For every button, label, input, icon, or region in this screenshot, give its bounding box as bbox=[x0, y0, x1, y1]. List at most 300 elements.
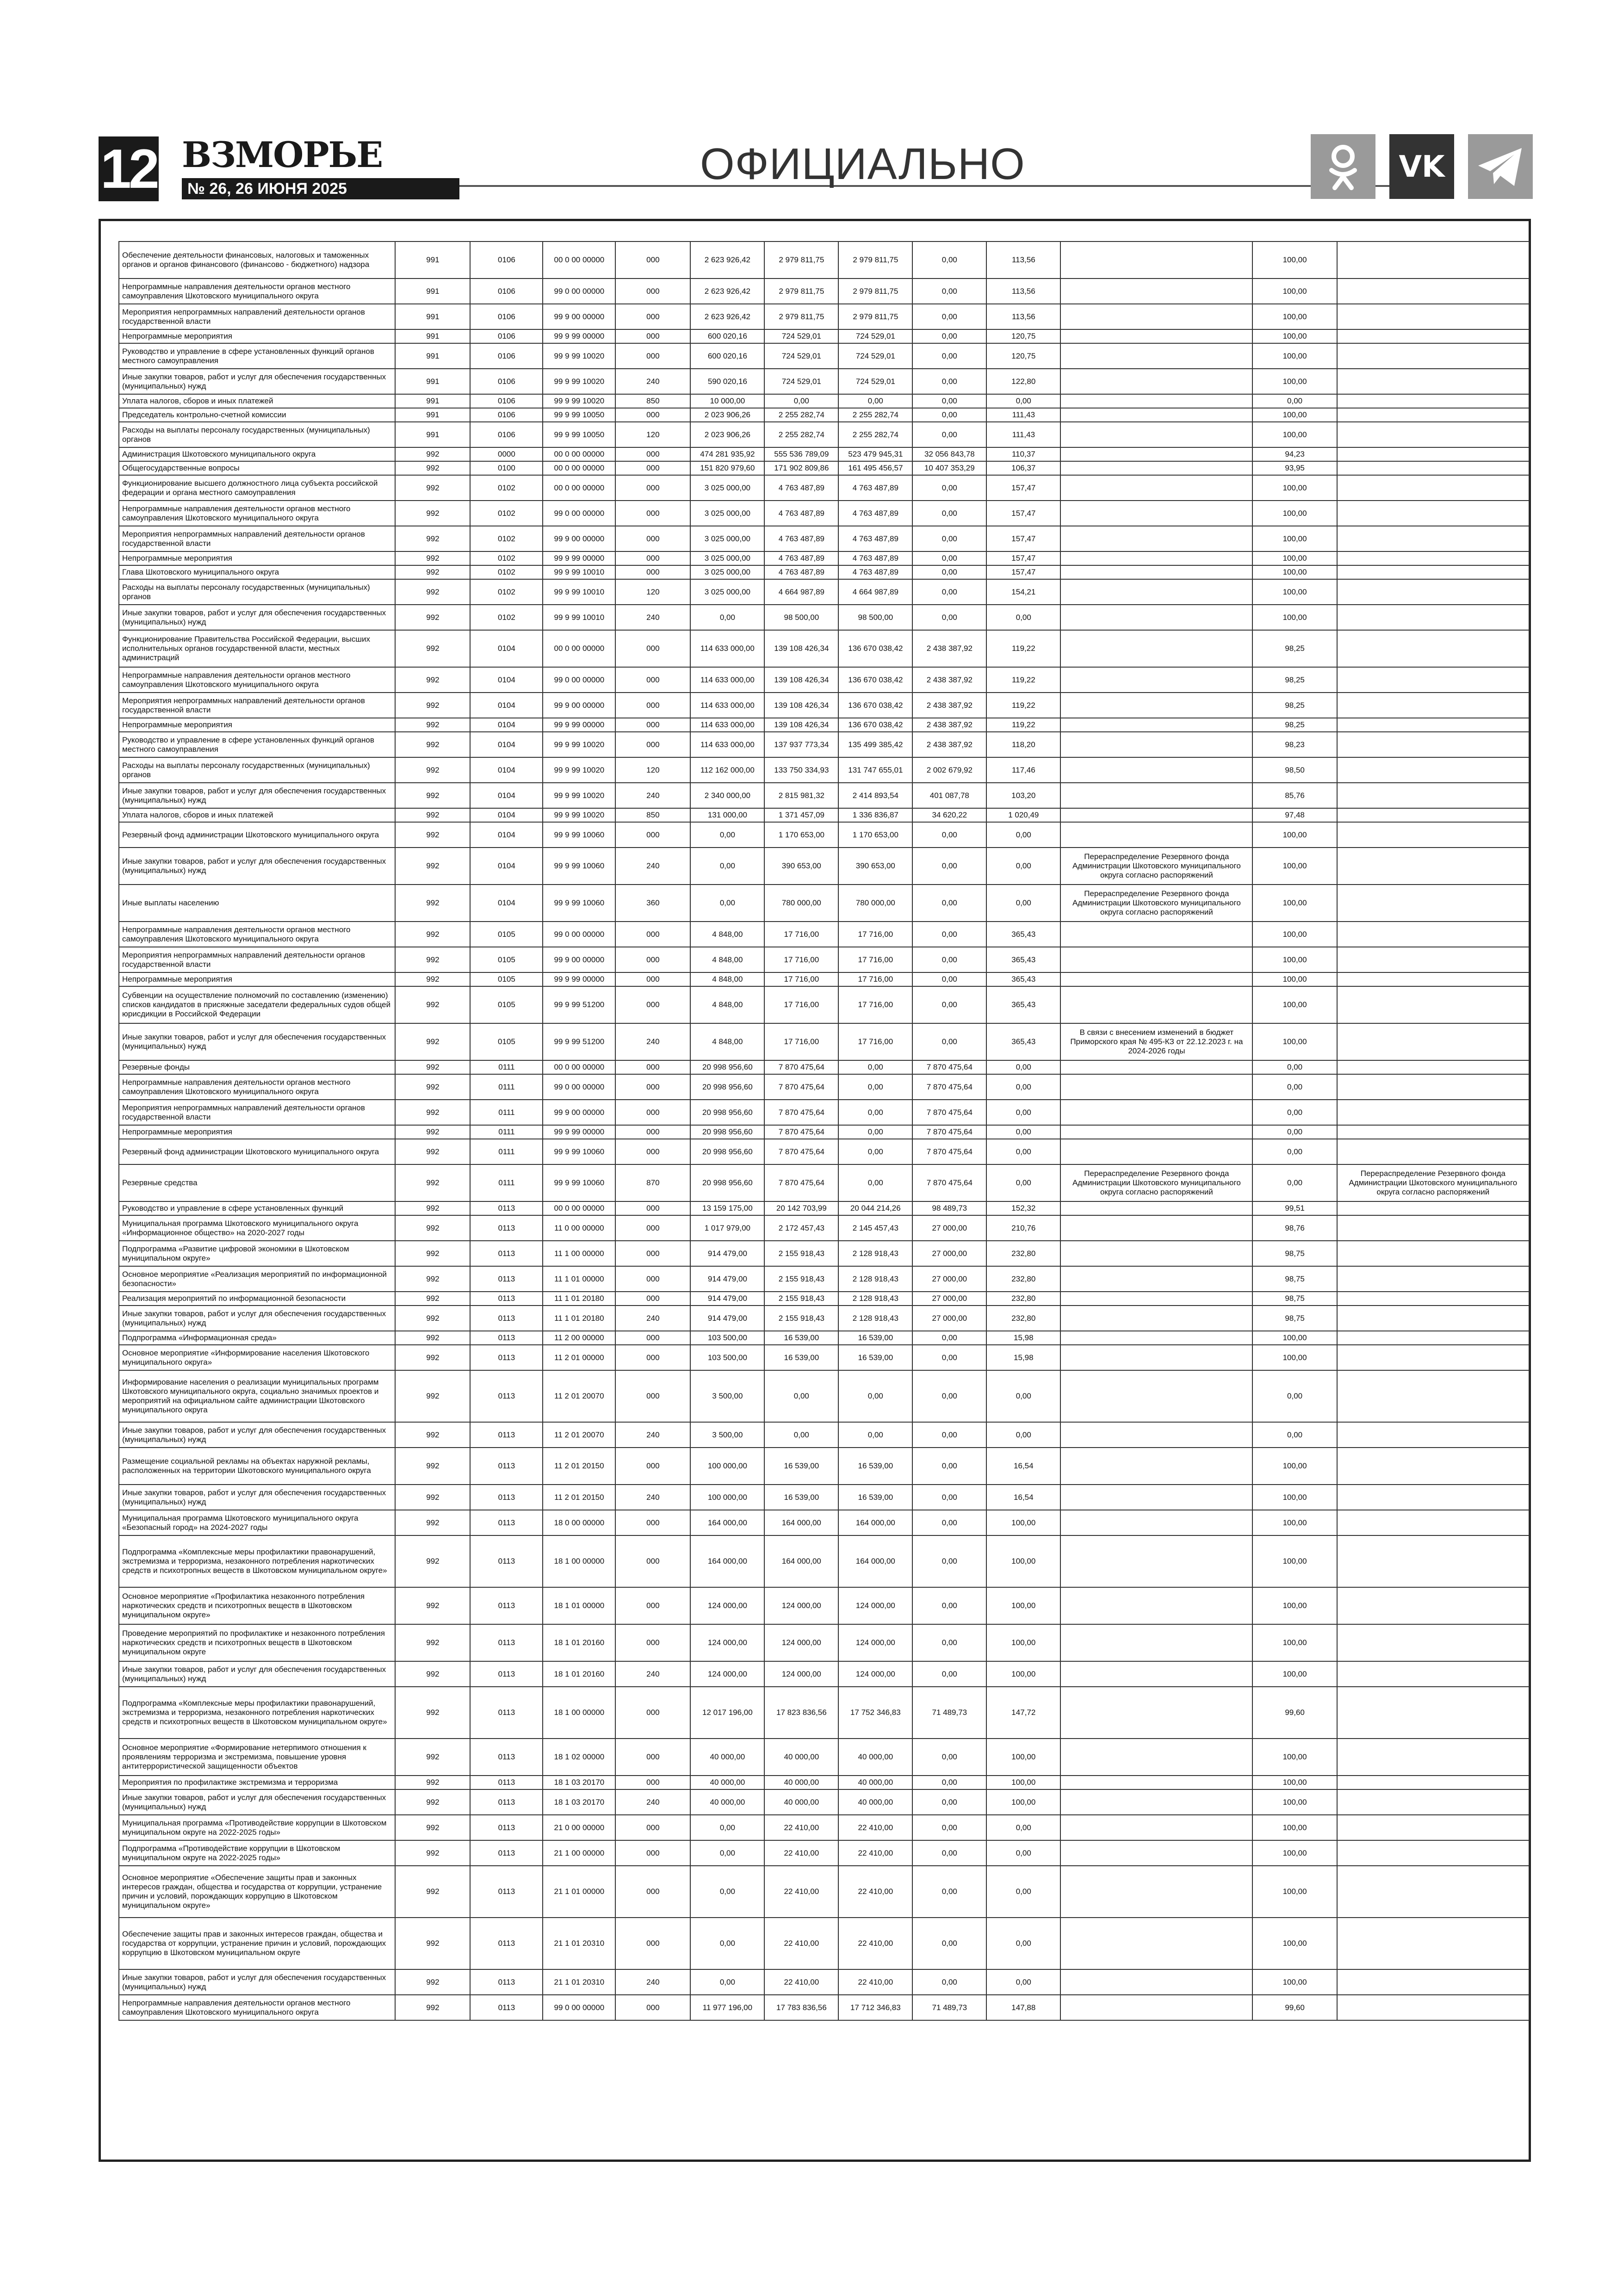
table-cell-c2: 0102 bbox=[470, 565, 543, 579]
table-cell-v4: 2 438 387,92 bbox=[912, 732, 986, 757]
table-cell-v6: 100,00 bbox=[1252, 986, 1337, 1023]
table-cell-v3: 4 763 487,89 bbox=[838, 551, 912, 565]
table-cell-note2 bbox=[1337, 1139, 1529, 1164]
table-cell-c4: 000 bbox=[615, 972, 690, 986]
table-cell-c2: 0106 bbox=[470, 304, 543, 329]
table-cell-note2 bbox=[1337, 605, 1529, 630]
table-cell-note2 bbox=[1337, 422, 1529, 447]
table-row bbox=[119, 1776, 1529, 1789]
table-cell-v3: 124 000,00 bbox=[838, 1624, 912, 1661]
table-cell-note bbox=[1060, 1687, 1252, 1739]
table-cell-v5: 0,00 bbox=[986, 1422, 1060, 1448]
table-cell-c1: 991 bbox=[395, 408, 470, 422]
table-cell-note2 bbox=[1337, 1918, 1529, 1969]
table-cell-v5: 0,00 bbox=[986, 1100, 1060, 1125]
table-cell-c4: 000 bbox=[615, 1074, 690, 1100]
table-cell-note bbox=[1060, 579, 1252, 605]
table-cell-c3: 99 9 99 10020 bbox=[543, 783, 615, 808]
table-cell-v2: 17 716,00 bbox=[764, 947, 838, 972]
table-row bbox=[119, 972, 1529, 986]
table-cell-c3: 99 9 99 10060 bbox=[543, 1139, 615, 1164]
table-cell-v5: 157,47 bbox=[986, 501, 1060, 526]
table-cell-v3: 22 410,00 bbox=[838, 1866, 912, 1918]
table-cell-name: Обеспечение деятельности финансовых, налоговых и таможенных органов и органов финансового (финансово - бюджетного) надзора bbox=[119, 241, 395, 278]
table-body bbox=[119, 241, 1529, 2020]
table-cell-c4: 000 bbox=[615, 329, 690, 343]
table-cell-v1: 4 848,00 bbox=[690, 1023, 764, 1060]
table-cell-v2: 724 529,01 bbox=[764, 343, 838, 369]
table-cell-c4: 000 bbox=[615, 475, 690, 501]
table-cell-v1: 103 500,00 bbox=[690, 1345, 764, 1370]
table-cell-v4: 0,00 bbox=[912, 922, 986, 947]
table-row bbox=[119, 848, 1529, 885]
table-cell-v1: 10 000,00 bbox=[690, 394, 764, 408]
table-cell-c3: 99 0 00 00000 bbox=[543, 1995, 615, 2020]
table-cell-v1: 11 977 196,00 bbox=[690, 1995, 764, 2020]
telegram-icon[interactable] bbox=[1468, 134, 1533, 199]
table-cell-v6: 0,00 bbox=[1252, 1100, 1337, 1125]
table-cell-name: Основное мероприятие «Формирование нетерпимого отношения к проявлениям терроризма и экстремизма, повышение уровня антитеррористической защищенности объектов bbox=[119, 1739, 395, 1776]
table-cell-v2: 17 783 836,56 bbox=[764, 1995, 838, 2020]
table-cell-v6: 99,51 bbox=[1252, 1201, 1337, 1215]
table-cell-v1: 2 623 926,42 bbox=[690, 241, 764, 278]
table-cell-v6: 98,75 bbox=[1252, 1306, 1337, 1331]
table-cell-c2: 0111 bbox=[470, 1074, 543, 1100]
table-cell-v2: 40 000,00 bbox=[764, 1739, 838, 1776]
table-cell-v1: 2 340 000,00 bbox=[690, 783, 764, 808]
table-cell-note bbox=[1060, 1815, 1252, 1840]
table-cell-c1: 992 bbox=[395, 848, 470, 885]
table-cell-c1: 992 bbox=[395, 1215, 470, 1241]
table-cell-name: Иные закупки товаров, работ и услуг для обеспечения государственных (муниципальных) нужд bbox=[119, 369, 395, 394]
table-cell-note2 bbox=[1337, 783, 1529, 808]
table-cell-note2 bbox=[1337, 693, 1529, 718]
table-cell-v6: 100,00 bbox=[1252, 526, 1337, 551]
table-cell-note2: Перераспределение Резервного фонда Администрации Шкотовского муниципального округа согласно распоряжений bbox=[1337, 1164, 1529, 1201]
table-cell-v1: 3 025 000,00 bbox=[690, 501, 764, 526]
table-cell-v4: 32 056 843,78 bbox=[912, 447, 986, 461]
table-cell-v4: 0,00 bbox=[912, 369, 986, 394]
table-cell-name: Мероприятия непрограммных направлений деятельности органов государственной власти bbox=[119, 1100, 395, 1125]
table-cell-note2 bbox=[1337, 565, 1529, 579]
table-row bbox=[119, 1306, 1529, 1331]
table-cell-v1: 0,00 bbox=[690, 1866, 764, 1918]
table-cell-v1: 0,00 bbox=[690, 848, 764, 885]
table-cell-note2 bbox=[1337, 1241, 1529, 1266]
table-cell-v1: 590 020,16 bbox=[690, 369, 764, 394]
table-cell-note bbox=[1060, 241, 1252, 278]
table-row bbox=[119, 947, 1529, 972]
table-cell-v6: 100,00 bbox=[1252, 1023, 1337, 1060]
table-cell-c2: 0104 bbox=[470, 693, 543, 718]
table-cell-note: В связи с внесением изменений в бюджет Приморского края № 495-КЗ от 22.12.2023 г. на 2024-2026 годы bbox=[1060, 1023, 1252, 1060]
table-cell-v2: 724 529,01 bbox=[764, 329, 838, 343]
table-cell-v2: 2 172 457,43 bbox=[764, 1215, 838, 1241]
table-cell-name: Непрограммные мероприятия bbox=[119, 329, 395, 343]
table-cell-note bbox=[1060, 1215, 1252, 1241]
table-row bbox=[119, 1215, 1529, 1241]
table-cell-c3: 11 1 01 00000 bbox=[543, 1266, 615, 1292]
table-cell-v5: 157,47 bbox=[986, 551, 1060, 565]
table-cell-note bbox=[1060, 1535, 1252, 1587]
table-cell-note2 bbox=[1337, 822, 1529, 848]
table-cell-name: Мероприятия непрограммных направлений деятельности органов государственной власти bbox=[119, 304, 395, 329]
table-cell-name: Непрограммные мероприятия bbox=[119, 972, 395, 986]
table-cell-v3: 2 128 918,43 bbox=[838, 1266, 912, 1292]
table-cell-c4: 000 bbox=[615, 526, 690, 551]
table-cell-note bbox=[1060, 1060, 1252, 1074]
table-cell-v4: 0,00 bbox=[912, 1840, 986, 1866]
table-cell-c1: 992 bbox=[395, 1485, 470, 1510]
table-row bbox=[119, 501, 1529, 526]
table-cell-c4: 000 bbox=[615, 922, 690, 947]
table-cell-c4: 000 bbox=[615, 1587, 690, 1624]
table-cell-c2: 0113 bbox=[470, 1448, 543, 1485]
table-row bbox=[119, 1164, 1529, 1201]
table-row bbox=[119, 551, 1529, 565]
table-cell-note bbox=[1060, 1241, 1252, 1266]
table-cell-note2 bbox=[1337, 278, 1529, 304]
table-cell-c1: 992 bbox=[395, 986, 470, 1023]
table-cell-v4: 0,00 bbox=[912, 605, 986, 630]
table-cell-note bbox=[1060, 1995, 1252, 2020]
table-cell-c4: 000 bbox=[615, 667, 690, 693]
table-cell-c4: 000 bbox=[615, 822, 690, 848]
table-cell-v4: 0,00 bbox=[912, 1331, 986, 1345]
table-cell-name: Муниципальная программа Шкотовского муниципального округа «Информационное общество» на 2020-2027 годы bbox=[119, 1215, 395, 1241]
table-cell-v4: 0,00 bbox=[912, 278, 986, 304]
table-cell-c4: 240 bbox=[615, 1485, 690, 1510]
table-cell-name: Подпрограмма «Комплексные меры профилактики правонарушений, экстремизма и терроризма, незаконного потребления наркотических средств и психотропных веществ в Шкотовском муниципальном округе» bbox=[119, 1687, 395, 1739]
table-cell-note2 bbox=[1337, 551, 1529, 565]
table-cell-v6: 98,25 bbox=[1252, 718, 1337, 732]
table-cell-c4: 000 bbox=[615, 986, 690, 1023]
table-cell-v2: 16 539,00 bbox=[764, 1485, 838, 1510]
table-cell-c1: 992 bbox=[395, 1292, 470, 1306]
table-cell-name: Руководство и управление в сфере установленных функций органов местного самоуправления bbox=[119, 343, 395, 369]
table-cell-c1: 992 bbox=[395, 1535, 470, 1587]
table-cell-v2: 22 410,00 bbox=[764, 1840, 838, 1866]
table-cell-note2 bbox=[1337, 1485, 1529, 1510]
table-cell-v4: 0,00 bbox=[912, 304, 986, 329]
table-cell-v4: 0,00 bbox=[912, 822, 986, 848]
table-cell-c1: 992 bbox=[395, 783, 470, 808]
table-cell-c1: 992 bbox=[395, 1306, 470, 1331]
table-cell-v6: 100,00 bbox=[1252, 475, 1337, 501]
table-cell-v6: 100,00 bbox=[1252, 551, 1337, 565]
vk-icon[interactable] bbox=[1389, 134, 1454, 199]
table-cell-v6: 100,00 bbox=[1252, 1776, 1337, 1789]
table-cell-c4: 000 bbox=[615, 1995, 690, 2020]
table-row bbox=[119, 1866, 1529, 1918]
table-row bbox=[119, 1266, 1529, 1292]
table-cell-c3: 18 1 01 20160 bbox=[543, 1624, 615, 1661]
table-cell-v2: 4 763 487,89 bbox=[764, 565, 838, 579]
table-cell-c1: 992 bbox=[395, 1201, 470, 1215]
table-cell-v3: 136 670 038,42 bbox=[838, 693, 912, 718]
table-cell-v2: 1 170 653,00 bbox=[764, 822, 838, 848]
table-cell-c2: 0111 bbox=[470, 1060, 543, 1074]
table-cell-v3: 4 763 487,89 bbox=[838, 526, 912, 551]
table-cell-v1: 0,00 bbox=[690, 1840, 764, 1866]
table-row bbox=[119, 718, 1529, 732]
table-cell-note bbox=[1060, 1918, 1252, 1969]
table-cell-c2: 0104 bbox=[470, 718, 543, 732]
table-cell-v4: 27 000,00 bbox=[912, 1266, 986, 1292]
table-cell-c4: 000 bbox=[615, 1100, 690, 1125]
table-cell-v3: 0,00 bbox=[838, 1164, 912, 1201]
table-cell-note bbox=[1060, 693, 1252, 718]
table-cell-c2: 0111 bbox=[470, 1100, 543, 1125]
table-cell-v1: 914 479,00 bbox=[690, 1306, 764, 1331]
table-cell-v6: 100,00 bbox=[1252, 1661, 1337, 1687]
table-cell-v5: 0,00 bbox=[986, 1074, 1060, 1100]
table-cell-v4: 7 870 475,64 bbox=[912, 1100, 986, 1125]
table-cell-c2: 0105 bbox=[470, 986, 543, 1023]
table-cell-c4: 000 bbox=[615, 1624, 690, 1661]
table-cell-v6: 100,00 bbox=[1252, 1485, 1337, 1510]
table-cell-v1: 20 998 956,60 bbox=[690, 1074, 764, 1100]
table-cell-name: Иные закупки товаров, работ и услуг для обеспечения государственных (муниципальных) нужд bbox=[119, 1485, 395, 1510]
table-cell-name: Реализация мероприятий по информационной безопасности bbox=[119, 1292, 395, 1306]
table-cell-v4: 34 620,22 bbox=[912, 808, 986, 822]
table-row bbox=[119, 757, 1529, 783]
table-cell-note2 bbox=[1337, 1074, 1529, 1100]
table-cell-c2: 0104 bbox=[470, 783, 543, 808]
table-cell-note2 bbox=[1337, 579, 1529, 605]
table-cell-c1: 992 bbox=[395, 822, 470, 848]
table-cell-c1: 992 bbox=[395, 1815, 470, 1840]
table-cell-v2: 7 870 475,64 bbox=[764, 1100, 838, 1125]
table-cell-c4: 000 bbox=[615, 565, 690, 579]
table-row bbox=[119, 343, 1529, 369]
table-cell-c4: 000 bbox=[615, 304, 690, 329]
table-cell-name: Иные закупки товаров, работ и услуг для обеспечения государственных (муниципальных) нужд bbox=[119, 1789, 395, 1815]
table-cell-v4: 0,00 bbox=[912, 551, 986, 565]
table-cell-c4: 000 bbox=[615, 447, 690, 461]
table-cell-v3: 17 716,00 bbox=[838, 922, 912, 947]
table-cell-v6: 98,23 bbox=[1252, 732, 1337, 757]
table-cell-v4: 0,00 bbox=[912, 565, 986, 579]
table-cell-v5: 15,98 bbox=[986, 1345, 1060, 1370]
table-cell-v2: 4 763 487,89 bbox=[764, 551, 838, 565]
table-cell-v4: 2 438 387,92 bbox=[912, 718, 986, 732]
table-cell-note bbox=[1060, 1969, 1252, 1995]
table-cell-c4: 000 bbox=[615, 501, 690, 526]
table-cell-note bbox=[1060, 329, 1252, 343]
table-cell-v5: 120,75 bbox=[986, 343, 1060, 369]
table-cell-v5: 157,47 bbox=[986, 565, 1060, 579]
table-cell-v5: 100,00 bbox=[986, 1587, 1060, 1624]
table-cell-c3: 99 0 00 00000 bbox=[543, 501, 615, 526]
table-cell-v3: 0,00 bbox=[838, 1060, 912, 1074]
table-cell-v6: 0,00 bbox=[1252, 1164, 1337, 1201]
table-cell-v3: 17 752 346,83 bbox=[838, 1687, 912, 1739]
table-cell-v1: 20 998 956,60 bbox=[690, 1060, 764, 1074]
table-cell-note bbox=[1060, 1739, 1252, 1776]
table-cell-note2 bbox=[1337, 757, 1529, 783]
table-cell-note: Перераспределение Резервного фонда Администрации Шкотовского муниципального округа согласно распоряжений bbox=[1060, 848, 1252, 885]
table-row bbox=[119, 579, 1529, 605]
table-cell-v2: 20 142 703,99 bbox=[764, 1201, 838, 1215]
table-cell-v6: 0,00 bbox=[1252, 1422, 1337, 1448]
table-cell-v6: 98,25 bbox=[1252, 693, 1337, 718]
table-cell-c2: 0113 bbox=[470, 1535, 543, 1587]
table-cell-note2 bbox=[1337, 1448, 1529, 1485]
table-cell-c2: 0113 bbox=[470, 1331, 543, 1345]
table-row bbox=[119, 1139, 1529, 1164]
table-cell-v4: 7 870 475,64 bbox=[912, 1139, 986, 1164]
table-cell-c4: 000 bbox=[615, 1535, 690, 1587]
table-cell-name: Проведение мероприятий по профилактике и незаконного потребления наркотических средств и психотропных веществ в Шкотовском муниципальном округе bbox=[119, 1624, 395, 1661]
table-cell-c3: 99 9 99 10010 bbox=[543, 565, 615, 579]
table-cell-note2 bbox=[1337, 1510, 1529, 1535]
table-cell-c3: 99 9 99 10060 bbox=[543, 848, 615, 885]
table-cell-name: Иные закупки товаров, работ и услуг для обеспечения государственных (муниципальных) нужд bbox=[119, 1969, 395, 1995]
table-cell-c1: 992 bbox=[395, 630, 470, 667]
table-cell-v5: 100,00 bbox=[986, 1661, 1060, 1687]
table-cell-v6: 100,00 bbox=[1252, 501, 1337, 526]
table-cell-v6: 100,00 bbox=[1252, 1331, 1337, 1345]
table-cell-note2 bbox=[1337, 972, 1529, 986]
table-cell-c3: 00 0 00 00000 bbox=[543, 1060, 615, 1074]
table-cell-v4: 0,00 bbox=[912, 501, 986, 526]
table-cell-v1: 600 020,16 bbox=[690, 343, 764, 369]
table-cell-c1: 992 bbox=[395, 1060, 470, 1074]
table-cell-note2 bbox=[1337, 526, 1529, 551]
table-cell-v1: 114 633 000,00 bbox=[690, 718, 764, 732]
table-cell-v6: 0,00 bbox=[1252, 1074, 1337, 1100]
table-row bbox=[119, 447, 1529, 461]
table-cell-v4: 27 000,00 bbox=[912, 1292, 986, 1306]
table-cell-c1: 992 bbox=[395, 1331, 470, 1345]
table-cell-note2 bbox=[1337, 1125, 1529, 1139]
table-cell-c1: 992 bbox=[395, 1422, 470, 1448]
table-cell-v6: 0,00 bbox=[1252, 1370, 1337, 1422]
table-cell-v6: 99,60 bbox=[1252, 1687, 1337, 1739]
table-cell-c2: 0104 bbox=[470, 808, 543, 822]
table-cell-v3: 17 716,00 bbox=[838, 972, 912, 986]
table-cell-c3: 99 9 99 10010 bbox=[543, 605, 615, 630]
table-cell-v3: 4 763 487,89 bbox=[838, 501, 912, 526]
table-cell-v4: 0,00 bbox=[912, 1023, 986, 1060]
table-cell-v2: 40 000,00 bbox=[764, 1776, 838, 1789]
table-cell-v4: 0,00 bbox=[912, 1789, 986, 1815]
odnoklassniki-icon[interactable] bbox=[1311, 134, 1375, 199]
table-row bbox=[119, 1969, 1529, 1995]
table-cell-note bbox=[1060, 1789, 1252, 1815]
table-cell-v5: 232,80 bbox=[986, 1241, 1060, 1266]
table-cell-note2 bbox=[1337, 475, 1529, 501]
table-cell-note2 bbox=[1337, 1687, 1529, 1739]
table-cell-v1: 3 025 000,00 bbox=[690, 526, 764, 551]
table-cell-v5: 0,00 bbox=[986, 1969, 1060, 1995]
table-cell-c4: 850 bbox=[615, 808, 690, 822]
table-cell-name: Резервный фонд администрации Шкотовского муниципального округа bbox=[119, 1139, 395, 1164]
table-cell-v4: 0,00 bbox=[912, 848, 986, 885]
table-cell-v3: 124 000,00 bbox=[838, 1661, 912, 1687]
table-cell-v2: 137 937 773,34 bbox=[764, 732, 838, 757]
table-cell-v3: 136 670 038,42 bbox=[838, 718, 912, 732]
table-cell-name: Уплата налогов, сборов и иных платежей bbox=[119, 808, 395, 822]
table-cell-v2: 4 763 487,89 bbox=[764, 501, 838, 526]
table-cell-v4: 0,00 bbox=[912, 422, 986, 447]
table-cell-c2: 0113 bbox=[470, 1422, 543, 1448]
table-cell-v2: 17 716,00 bbox=[764, 1023, 838, 1060]
table-cell-v6: 100,00 bbox=[1252, 1587, 1337, 1624]
table-cell-c3: 11 0 00 00000 bbox=[543, 1215, 615, 1241]
table-cell-v1: 40 000,00 bbox=[690, 1789, 764, 1815]
table-cell-c3: 99 9 00 00000 bbox=[543, 526, 615, 551]
table-cell-c2: 0113 bbox=[470, 1266, 543, 1292]
table-cell-c1: 992 bbox=[395, 885, 470, 922]
table-cell-v1: 100 000,00 bbox=[690, 1485, 764, 1510]
table-cell-v1: 164 000,00 bbox=[690, 1535, 764, 1587]
table-cell-v4: 0,00 bbox=[912, 1345, 986, 1370]
table-cell-v3: 124 000,00 bbox=[838, 1587, 912, 1624]
table-cell-v2: 22 410,00 bbox=[764, 1969, 838, 1995]
table-cell-note bbox=[1060, 1370, 1252, 1422]
table-cell-c2: 0113 bbox=[470, 1292, 543, 1306]
table-cell-c2: 0113 bbox=[470, 1776, 543, 1789]
table-row bbox=[119, 369, 1529, 394]
table-cell-c2: 0113 bbox=[470, 1306, 543, 1331]
table-row bbox=[119, 329, 1529, 343]
table-cell-note bbox=[1060, 1139, 1252, 1164]
table-cell-v5: 365,43 bbox=[986, 986, 1060, 1023]
table-cell-v2: 16 539,00 bbox=[764, 1331, 838, 1345]
table-cell-note bbox=[1060, 369, 1252, 394]
table-cell-v4: 0,00 bbox=[912, 1866, 986, 1918]
table-cell-name: Резервные фонды bbox=[119, 1060, 395, 1074]
table-cell-note bbox=[1060, 1331, 1252, 1345]
table-cell-c2: 0106 bbox=[470, 408, 543, 422]
table-cell-note2 bbox=[1337, 630, 1529, 667]
table-cell-c4: 120 bbox=[615, 422, 690, 447]
table-cell-c2: 0113 bbox=[470, 1866, 543, 1918]
table-cell-c1: 992 bbox=[395, 1074, 470, 1100]
table-cell-name: Председатель контрольно-счетной комиссии bbox=[119, 408, 395, 422]
table-cell-c4: 000 bbox=[615, 1060, 690, 1074]
table-cell-c3: 11 1 01 20180 bbox=[543, 1306, 615, 1331]
table-row bbox=[119, 1241, 1529, 1266]
table-cell-c3: 21 1 01 20310 bbox=[543, 1918, 615, 1969]
table-cell-v2: 7 870 475,64 bbox=[764, 1060, 838, 1074]
table-cell-name: Муниципальная программа «Противодействие коррупции в Шкотовском муниципальном округе на 2022-2025 годы» bbox=[119, 1815, 395, 1840]
table-cell-v5: 16,54 bbox=[986, 1485, 1060, 1510]
issue-label: № 26, 26 ИЮНЯ 2025 bbox=[182, 178, 459, 199]
table-cell-v2: 139 108 426,34 bbox=[764, 667, 838, 693]
table-cell-v1: 0,00 bbox=[690, 1918, 764, 1969]
table-cell-name: Руководство и управление в сфере установленных функций органов местного самоуправления bbox=[119, 732, 395, 757]
table-cell-c2: 0102 bbox=[470, 475, 543, 501]
table-cell-note bbox=[1060, 394, 1252, 408]
table-cell-c3: 11 2 01 20150 bbox=[543, 1448, 615, 1485]
table-row bbox=[119, 1060, 1529, 1074]
table-cell-note2 bbox=[1337, 1866, 1529, 1918]
table-cell-c3: 99 9 99 00000 bbox=[543, 551, 615, 565]
table-cell-c4: 000 bbox=[615, 1739, 690, 1776]
table-cell-v6: 100,00 bbox=[1252, 972, 1337, 986]
table-cell-v2: 2 979 811,75 bbox=[764, 278, 838, 304]
table-cell-c3: 21 0 00 00000 bbox=[543, 1815, 615, 1840]
table-cell-c3: 99 9 99 10020 bbox=[543, 757, 615, 783]
table-cell-c4: 000 bbox=[615, 1331, 690, 1345]
table-cell-v2: 2 255 282,74 bbox=[764, 408, 838, 422]
table-cell-c4: 870 bbox=[615, 1164, 690, 1201]
table-cell-v4: 0,00 bbox=[912, 343, 986, 369]
table-cell-v2: 16 539,00 bbox=[764, 1345, 838, 1370]
